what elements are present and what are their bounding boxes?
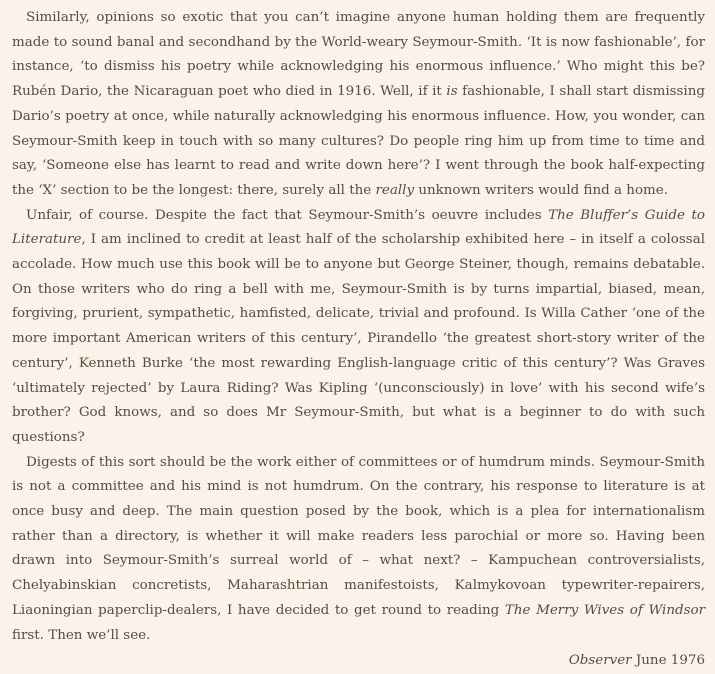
italic-segment: is (446, 84, 458, 100)
paragraph-3 (12, 451, 705, 649)
paragraph-2 (12, 204, 705, 451)
publication-date: June 1976 (635, 653, 705, 669)
text-segment: unknown writers would find a home. (414, 182, 669, 198)
text-segment: Unfair, of course. Despite the fact that Seymour-Smith’s oeuvre includes (26, 207, 549, 223)
text-segment: first. Then we’ll see. (12, 627, 151, 643)
book-title: The Bluffer’s Guide to Literature (12, 207, 705, 248)
publication-name: Observer (568, 653, 632, 669)
text-segment: , I am inclined to credit at least half of the scholarship exhibited here – in itself a colossal accolade. How much use this book will be to anyone but George Steiner, though, remains debatable. On those writers who do ring a bell with me, Seymour-Smith is by turns impartial, biased, mean, forgiving, prurient, sympathetic, hamfisted, delicate, trivial and profound. Is Willa Cather ‘one of the more important American writers of this century’, Pirandello ‘the greatest short-story writer of the century’, Kenneth Burke ‘the most rewarding English-language critic of this century’? Was Graves ‘ultimately rejected’ by Laura Riding? Was Kipling ‘(unconsciously) in love’ with his second wife’s brother? God knows, and so does Mr Seymour-Smith, but what is a beginner to do with such questions? (12, 232, 705, 445)
paragraph-1 (12, 6, 705, 204)
italic-segment: really (375, 182, 415, 198)
article-body (12, 6, 705, 674)
text-segment: fashionable, I shall start dismissing Dario’s poetry at once, while naturally acknowledging his enormous influence. How, you wonder, can Seymour-Smith keep in touch with so many cultures? Do people ring him up from time to time and say, ‘Someone else has learnt to read and write down here’? I went through the book half-expecting the ‘X’ section to be the longest: there, surely all the (12, 84, 705, 198)
text-segment: Similarly, opinions so exotic that you can’t imagine anyone human holding them are frequently made to sound banal and secondhand by the World-weary Seymour-Smith. ‘It is now fashionable’, for instance, ‘to dismiss his poetry while acknowledging his enormous influence.’ Who might this be? Rubén Dario, the Nicaraguan poet who died in 1916. Well, if it (12, 10, 705, 100)
source-attribution (12, 649, 705, 674)
text-segment: Digests of this sort should be the work either of committees or of humdrum minds. Seymour-Smith is not a committee and his mind is not humdrum. On the contrary, his response to literature is at once busy and deep. The main question posed by the book, which is a plea for internationalism rather than a directory, is whether it will make readers less parochial or more so. Having been drawn into Seymour-Smith’s surreal world of – what next? – Kampuchean controversialists, Chelyabinskian concretists, Maharashtrian manifestoists, Kalmykovoan typewriter-repairers, Liaoningian paperclip-dealers, I have decided to get round to reading (12, 454, 705, 618)
book-title: The Merry Wives of Windsor (504, 602, 705, 618)
